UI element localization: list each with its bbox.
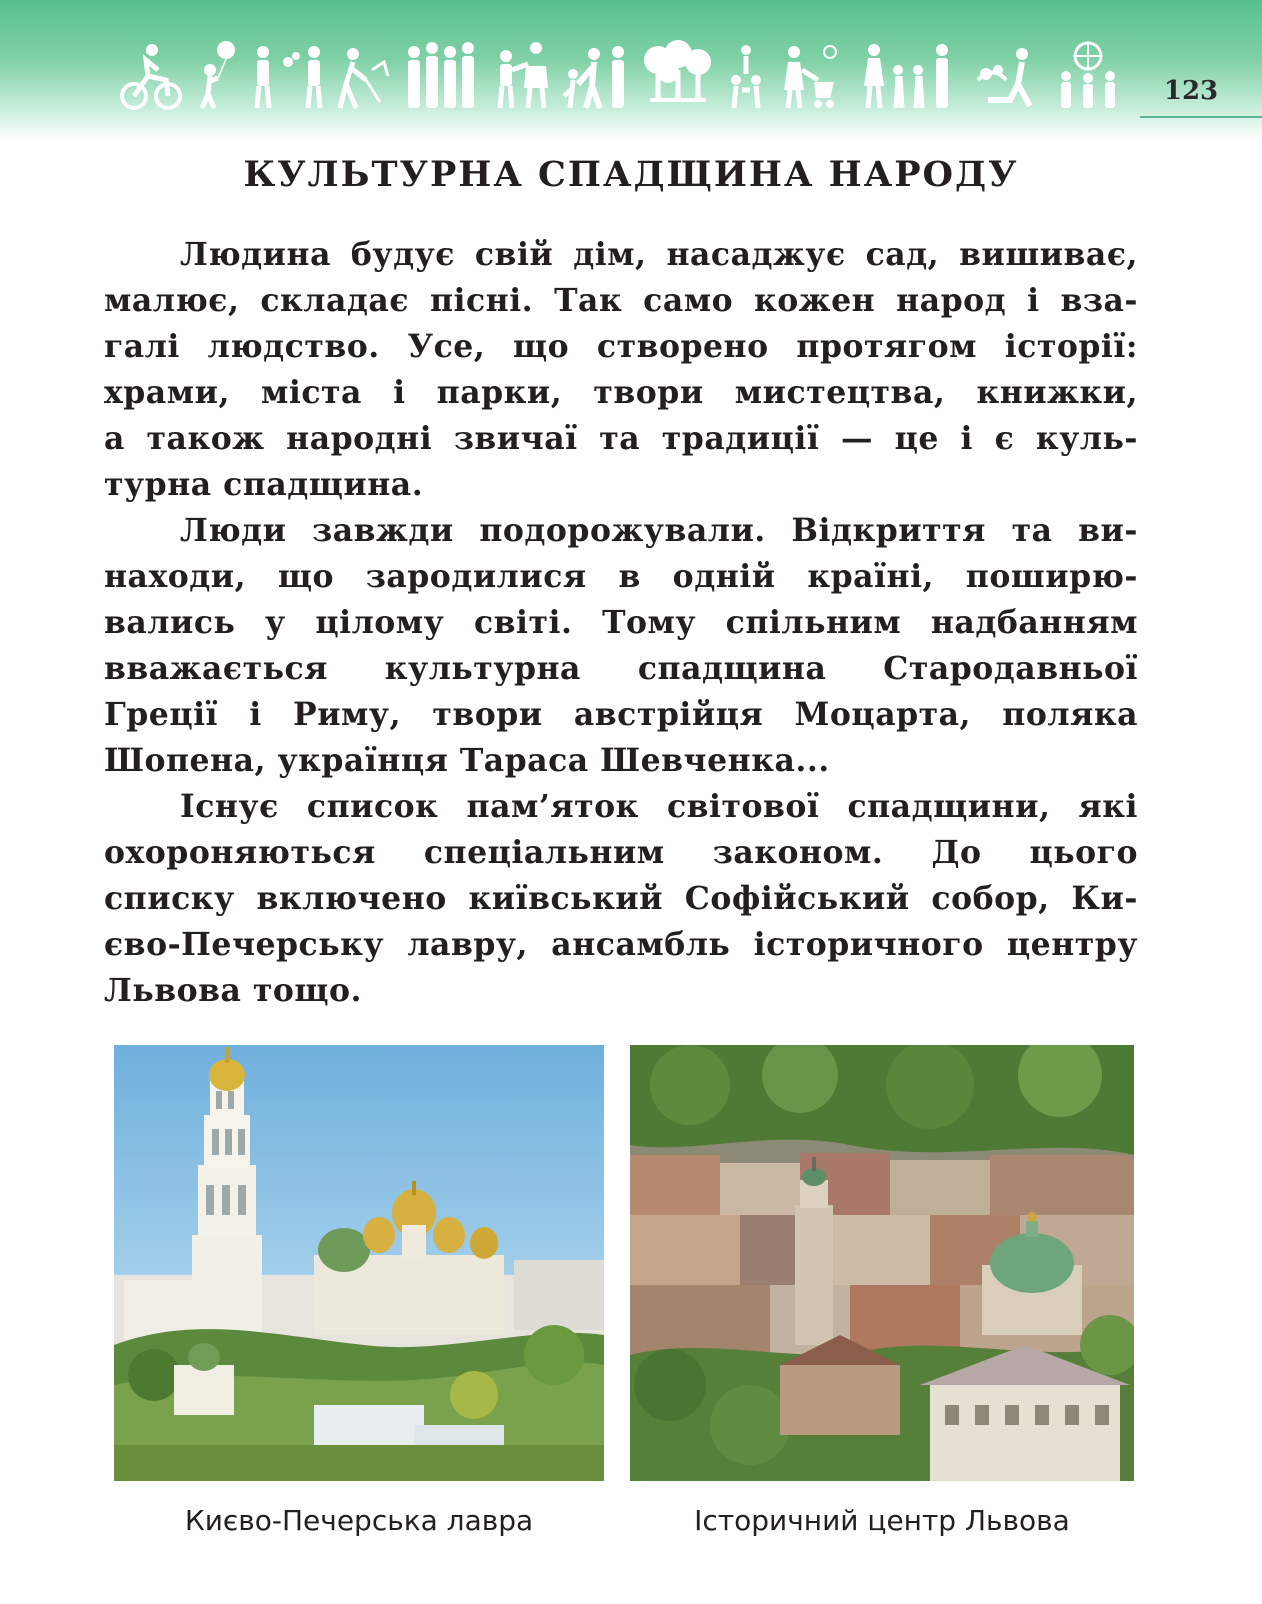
banner-icons xyxy=(118,40,1138,110)
people-greeting-icon xyxy=(500,42,548,108)
person-with-balloon-icon xyxy=(202,41,235,108)
family-icon xyxy=(864,44,948,108)
page-number-rule xyxy=(1140,116,1262,118)
people-with-flowers-icon xyxy=(257,46,320,108)
text-line: Люди завжди подорожували. Відкриття та ви- xyxy=(180,512,1138,549)
text-line: храми, міста і парки, твори мистецтва, книжки, xyxy=(104,374,1138,411)
header-banner xyxy=(0,0,1262,140)
woman-with-stroller-icon xyxy=(784,46,836,108)
text-line: охороняються спеціальним законом. До цього xyxy=(104,834,1138,871)
text-line: а також народні звичаї та традиції — це і є куль- xyxy=(104,420,1138,457)
article-title: КУЛЬТУРНА СПАДЩИНА НАРОДУ xyxy=(243,154,1019,195)
paragraph-3 xyxy=(104,784,1138,1014)
photo-kyiv-pechersk-lavra xyxy=(114,1045,604,1481)
photo-historic-center-lviv xyxy=(630,1045,1134,1481)
text-line: списку включено київський Софійський собор, Ки- xyxy=(104,880,1138,917)
text-line: Існує список пам’яток світової спадщини, які xyxy=(180,788,1138,825)
text-line: вались у цілому світі. Тому спільним надбанням xyxy=(104,604,1138,641)
text-line: находи, що зародилися в одній країні, поширю- xyxy=(104,558,1138,595)
text-line: малює, складає пісні. Так само кожен народ і вза- xyxy=(104,282,1138,319)
text-line: вважається культурна спадщина Стародавньої xyxy=(104,650,1138,687)
text-line: Львова тощо. xyxy=(104,972,362,1009)
paragraph-1 xyxy=(104,232,1138,508)
cyclist-icon xyxy=(122,44,180,108)
article-body xyxy=(104,232,1138,1014)
text-line: Греції і Риму, твори австрійця Моцарта, поляка xyxy=(104,696,1138,733)
text-line: єво-Печерську лавру, ансамбль історичного центру xyxy=(104,926,1138,963)
chain-of-people-icon xyxy=(731,45,761,108)
page-number: 123 xyxy=(1163,76,1219,106)
text-line: Людина будує свій дім, насаджує сад, вишиває, xyxy=(180,236,1138,273)
paragraph-2 xyxy=(104,508,1138,784)
caption-kyiv-pechersk-lavra: Києво-Печерська лавра xyxy=(184,1504,534,1537)
text-line: турна спадщина. xyxy=(104,466,424,503)
tree-grove-icon xyxy=(644,40,711,102)
caption-historic-center-lviv: Історичний центр Львова xyxy=(694,1504,1070,1537)
text-line: Шопена, українця Тараса Шевченка... xyxy=(104,742,830,779)
gardener-icon xyxy=(340,48,388,108)
people-with-globe-icon xyxy=(1061,43,1115,108)
crowd-icon xyxy=(408,42,474,108)
family-walking-icon xyxy=(564,46,624,108)
hands-with-plant-icon xyxy=(978,48,1030,106)
text-line: галі людство. Усе, що створено протягом історії: xyxy=(104,328,1138,365)
